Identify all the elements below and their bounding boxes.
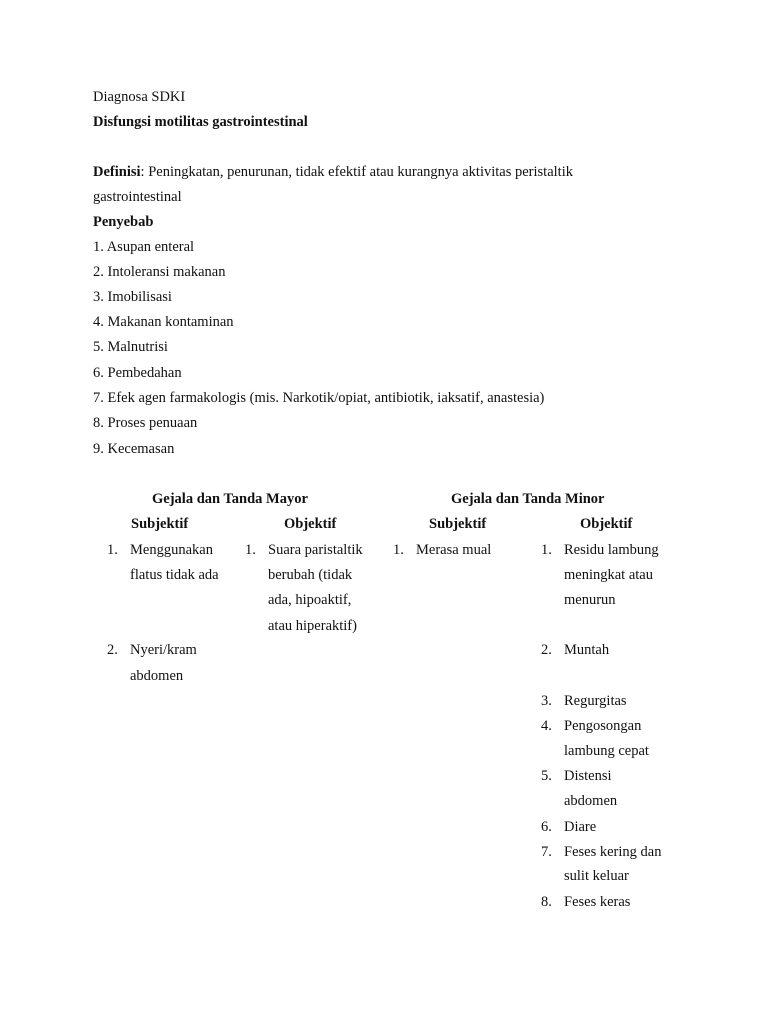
list-item: lambung cepat xyxy=(564,743,649,759)
minor-subjective-label: Subjektif xyxy=(429,516,487,532)
list-item: berubah (tidak xyxy=(268,567,353,583)
definition-line-2: gastrointestinal xyxy=(93,189,182,205)
list-item: Feses kering dan xyxy=(564,844,662,860)
item-number: 3. xyxy=(541,693,552,709)
list-item: 5. Malnutrisi xyxy=(93,339,168,355)
major-objective-label: Objektif xyxy=(284,516,337,532)
item-number: 1. xyxy=(541,542,552,558)
doc-heading: Diagnosa SDKI xyxy=(93,89,186,105)
list-item: Feses keras xyxy=(564,894,631,910)
list-item: Menggunakan xyxy=(130,542,213,558)
list-item: 3. Imobilisasi xyxy=(93,289,172,305)
list-item: Suara paristaltik xyxy=(268,542,363,558)
item-number: 7. xyxy=(541,844,552,860)
list-item: flatus tidak ada xyxy=(130,567,219,583)
minor-objective-label: Objektif xyxy=(580,516,633,532)
list-item: 9. Kecemasan xyxy=(93,441,175,457)
diagnosis-title: Disfungsi motilitas gastrointestinal xyxy=(93,114,308,130)
major-subjective-label: Subjektif xyxy=(131,516,189,532)
major-heading: Gejala dan Tanda Mayor xyxy=(152,491,308,507)
list-item: 2. Intoleransi makanan xyxy=(93,264,226,280)
list-item: Nyeri/kram xyxy=(130,642,197,658)
list-item: 7. Efek agen farmakologis (mis. Narkotik/opiat, antibiotik, iaksatif, anastesia) xyxy=(93,390,545,406)
item-number: 1. xyxy=(107,542,118,558)
item-number: 1. xyxy=(393,542,404,558)
list-item: sulit keluar xyxy=(564,868,629,884)
item-number: 2. xyxy=(107,642,118,658)
list-item: Diare xyxy=(564,819,597,835)
list-item: abdomen xyxy=(130,668,184,684)
minor-heading: Gejala dan Tanda Minor xyxy=(451,491,605,507)
list-item: ada, hipoaktif, xyxy=(268,592,352,608)
definition-line-1: Definisi: Peningkatan, penurunan, tidak efektif atau kurangnya aktivitas peristaltik xyxy=(93,164,573,180)
list-item: meningkat atau xyxy=(564,567,653,583)
list-item: Merasa mual xyxy=(416,542,492,558)
list-item: 8. Proses penuaan xyxy=(93,415,198,431)
list-item: Muntah xyxy=(564,642,610,658)
item-number: 4. xyxy=(541,718,552,734)
list-item: abdomen xyxy=(564,793,618,809)
list-item: atau hiperaktif) xyxy=(268,618,357,634)
list-item: 4. Makanan kontaminan xyxy=(93,314,234,330)
item-number: 6. xyxy=(541,819,552,835)
item-number: 1. xyxy=(245,542,256,558)
causes-heading: Penyebab xyxy=(93,214,154,230)
item-number: 5. xyxy=(541,768,552,784)
list-item: Regurgitas xyxy=(564,693,627,709)
item-number: 2. xyxy=(541,642,552,658)
list-item: menurun xyxy=(564,592,616,608)
item-number: 8. xyxy=(541,894,552,910)
list-item: Distensi xyxy=(564,768,612,784)
list-item: Pengosongan xyxy=(564,718,642,734)
definition-label: Definisi xyxy=(93,164,141,180)
list-item: 1. Asupan enteral xyxy=(93,239,195,255)
list-item: 6. Pembedahan xyxy=(93,365,182,381)
list-item: Residu lambung xyxy=(564,542,659,558)
